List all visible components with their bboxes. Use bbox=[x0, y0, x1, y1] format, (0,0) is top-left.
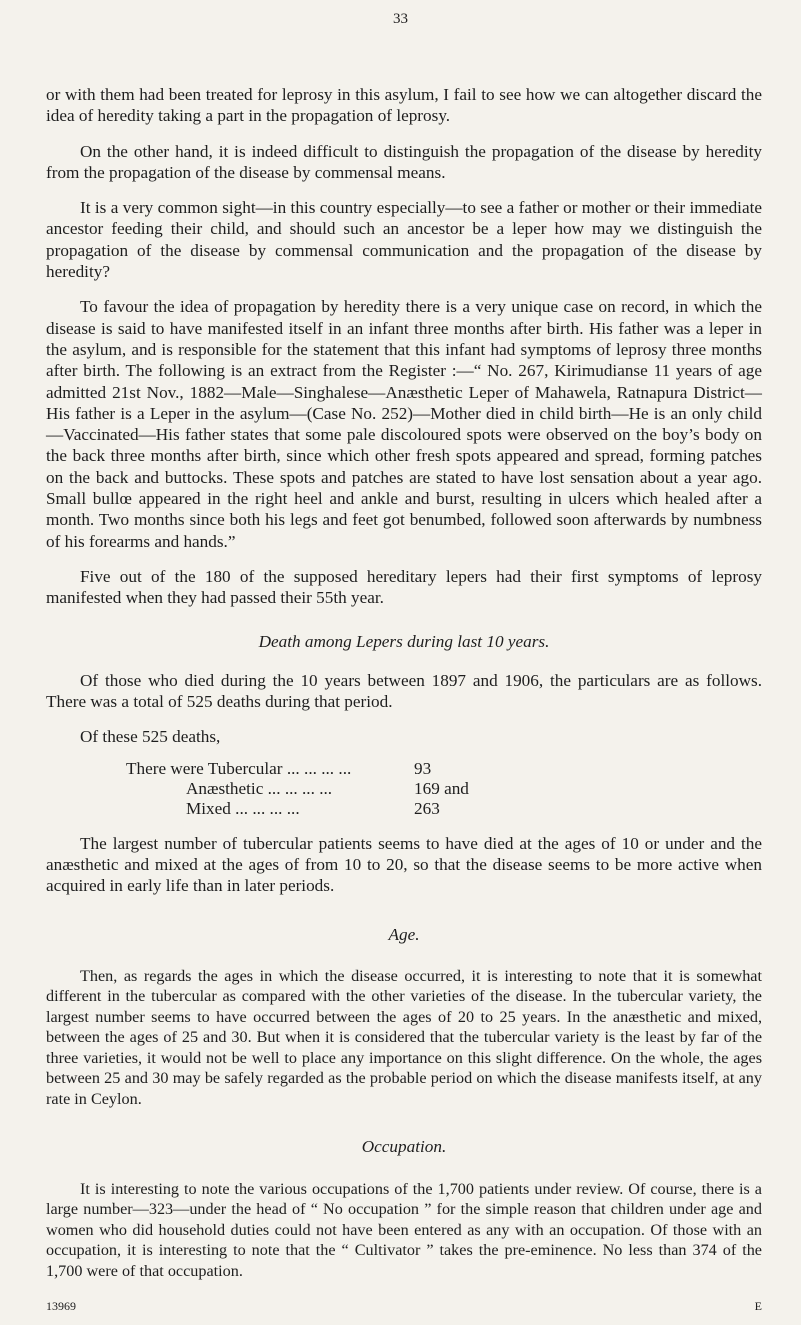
deaths-row bbox=[126, 759, 546, 779]
deaths-value: 169 and bbox=[414, 778, 469, 798]
deaths-table bbox=[126, 759, 546, 819]
deaths-value: 263 bbox=[414, 798, 440, 818]
deaths-label: There were Tubercular ... ... ... ... bbox=[126, 758, 352, 778]
deaths-row bbox=[126, 799, 546, 819]
deaths-row bbox=[126, 779, 546, 799]
deaths-label: Mixed ... ... ... ... bbox=[186, 798, 300, 818]
signature-mark: E bbox=[754, 1299, 762, 1313]
section-heading-occupation: Occupation. bbox=[361, 1137, 447, 1157]
page-body bbox=[46, 84, 762, 1281]
section-heading-age: Age. bbox=[388, 924, 420, 944]
paragraph: Five out of the 180 of the supposed hereditary lepers had their first symptoms of leprosy manifested when they had passed their 55th year. bbox=[46, 566, 762, 608]
paragraph: It is a very common sight—in this country especially—to see a father or mother or their immediate ancestor feeding their child, and should such an ancestor be a leper how may we distinguish the propagation of the disease by commensal communication and the propagation of the disease by heredity? bbox=[46, 198, 762, 282]
paragraph: It is interesting to note the various occupations of the 1,700 patients under review. Of course, there is a large number—323—under the head of “ No occupation ” for the simple reason that children under age and women who did household duties could not have been entered as any with an occupation. Of those with an occupation, it is interesting to note that the “ Cultivator ” takes the pre-eminence. No less than 374 of the 1,700 were of that occupation. bbox=[46, 1179, 762, 1280]
paragraph: On the other hand, it is indeed difficult to distinguish the propagation of the disease by heredity from the propagation of the disease by commensal means. bbox=[46, 141, 762, 182]
print-code: 13969 bbox=[46, 1299, 76, 1313]
paragraph: or with them had been treated for leprosy in this asylum, I fail to see how we can altogether discard the idea of heredity taking a part in the propagation of leprosy. bbox=[46, 85, 762, 126]
page-footer bbox=[46, 1299, 762, 1314]
deaths-intro: Of these 525 deaths, bbox=[80, 727, 221, 747]
deaths-value: 93 bbox=[414, 758, 432, 778]
page-number: 33 bbox=[393, 11, 408, 27]
paragraph: Then, as regards the ages in which the disease occurred, it is interesting to note that it is somewhat different in the tubercular as compared with the other varieties of the disease. In the tubercular variety, the largest number seems to have occurred between the ages of 20 to 25 years. In the anæsthetic and mixed, between the ages of 25 and 30. But when it is considered that the tubercular variety is the least by far of the three varieties, it would not be well to place any importance on this slight difference. On the whole, the ages between 25 and 30 may be safely regarded as the probable period on which the disease manifests itself, at any rate in Ceylon. bbox=[46, 966, 762, 1108]
paragraph: The largest number of tubercular patients seems to have died at the ages of 10 or under and the anæsthetic and mixed at the ages of from 10 to 20, so that the disease seems to be more active when acquired in early life than in later periods. bbox=[46, 833, 762, 896]
paragraph: To favour the idea of propagation by heredity there is a very unique case on record, in which the disease is said to have manifested itself in an infant three months after birth. His father was a leper in the asylum, and is responsible for the statement that this infant had symptoms of leprosy three months after birth. The following is an extract from the Register :—“ No. 267, Kirimudianse 11 years of age admitted 21st Nov., 1882—Male—Singhalese—Anæsthetic Leper of Mahawela, Ratnapura District—His father is a Leper in the asylum—(Case No. 252)—Mother died in child birth—He is an only child—Vaccinated—His father states that some pale discoloured spots were observed on the boy’s body on the back three months after birth, since which other fresh spots appeared and spread, forming patches on the back and buttocks. These spots and patches are stated to have lost sensation about a year ago. Small bullœ appeared in the right heel and ankle and burst, resulting in ulcers which healed after a month. Two months since both his legs and feet got benumbed, followed soon afterwards by numbness of his forearms and hands.” bbox=[46, 297, 762, 551]
deaths-label: Anæsthetic ... ... ... ... bbox=[186, 778, 333, 798]
section-heading-death: Death among Lepers during last 10 years. bbox=[258, 631, 550, 651]
paragraph: Of those who died during the 10 years between 1897 and 1906, the particulars are as follows. There was a total of 525 deaths during that period. bbox=[46, 670, 762, 712]
